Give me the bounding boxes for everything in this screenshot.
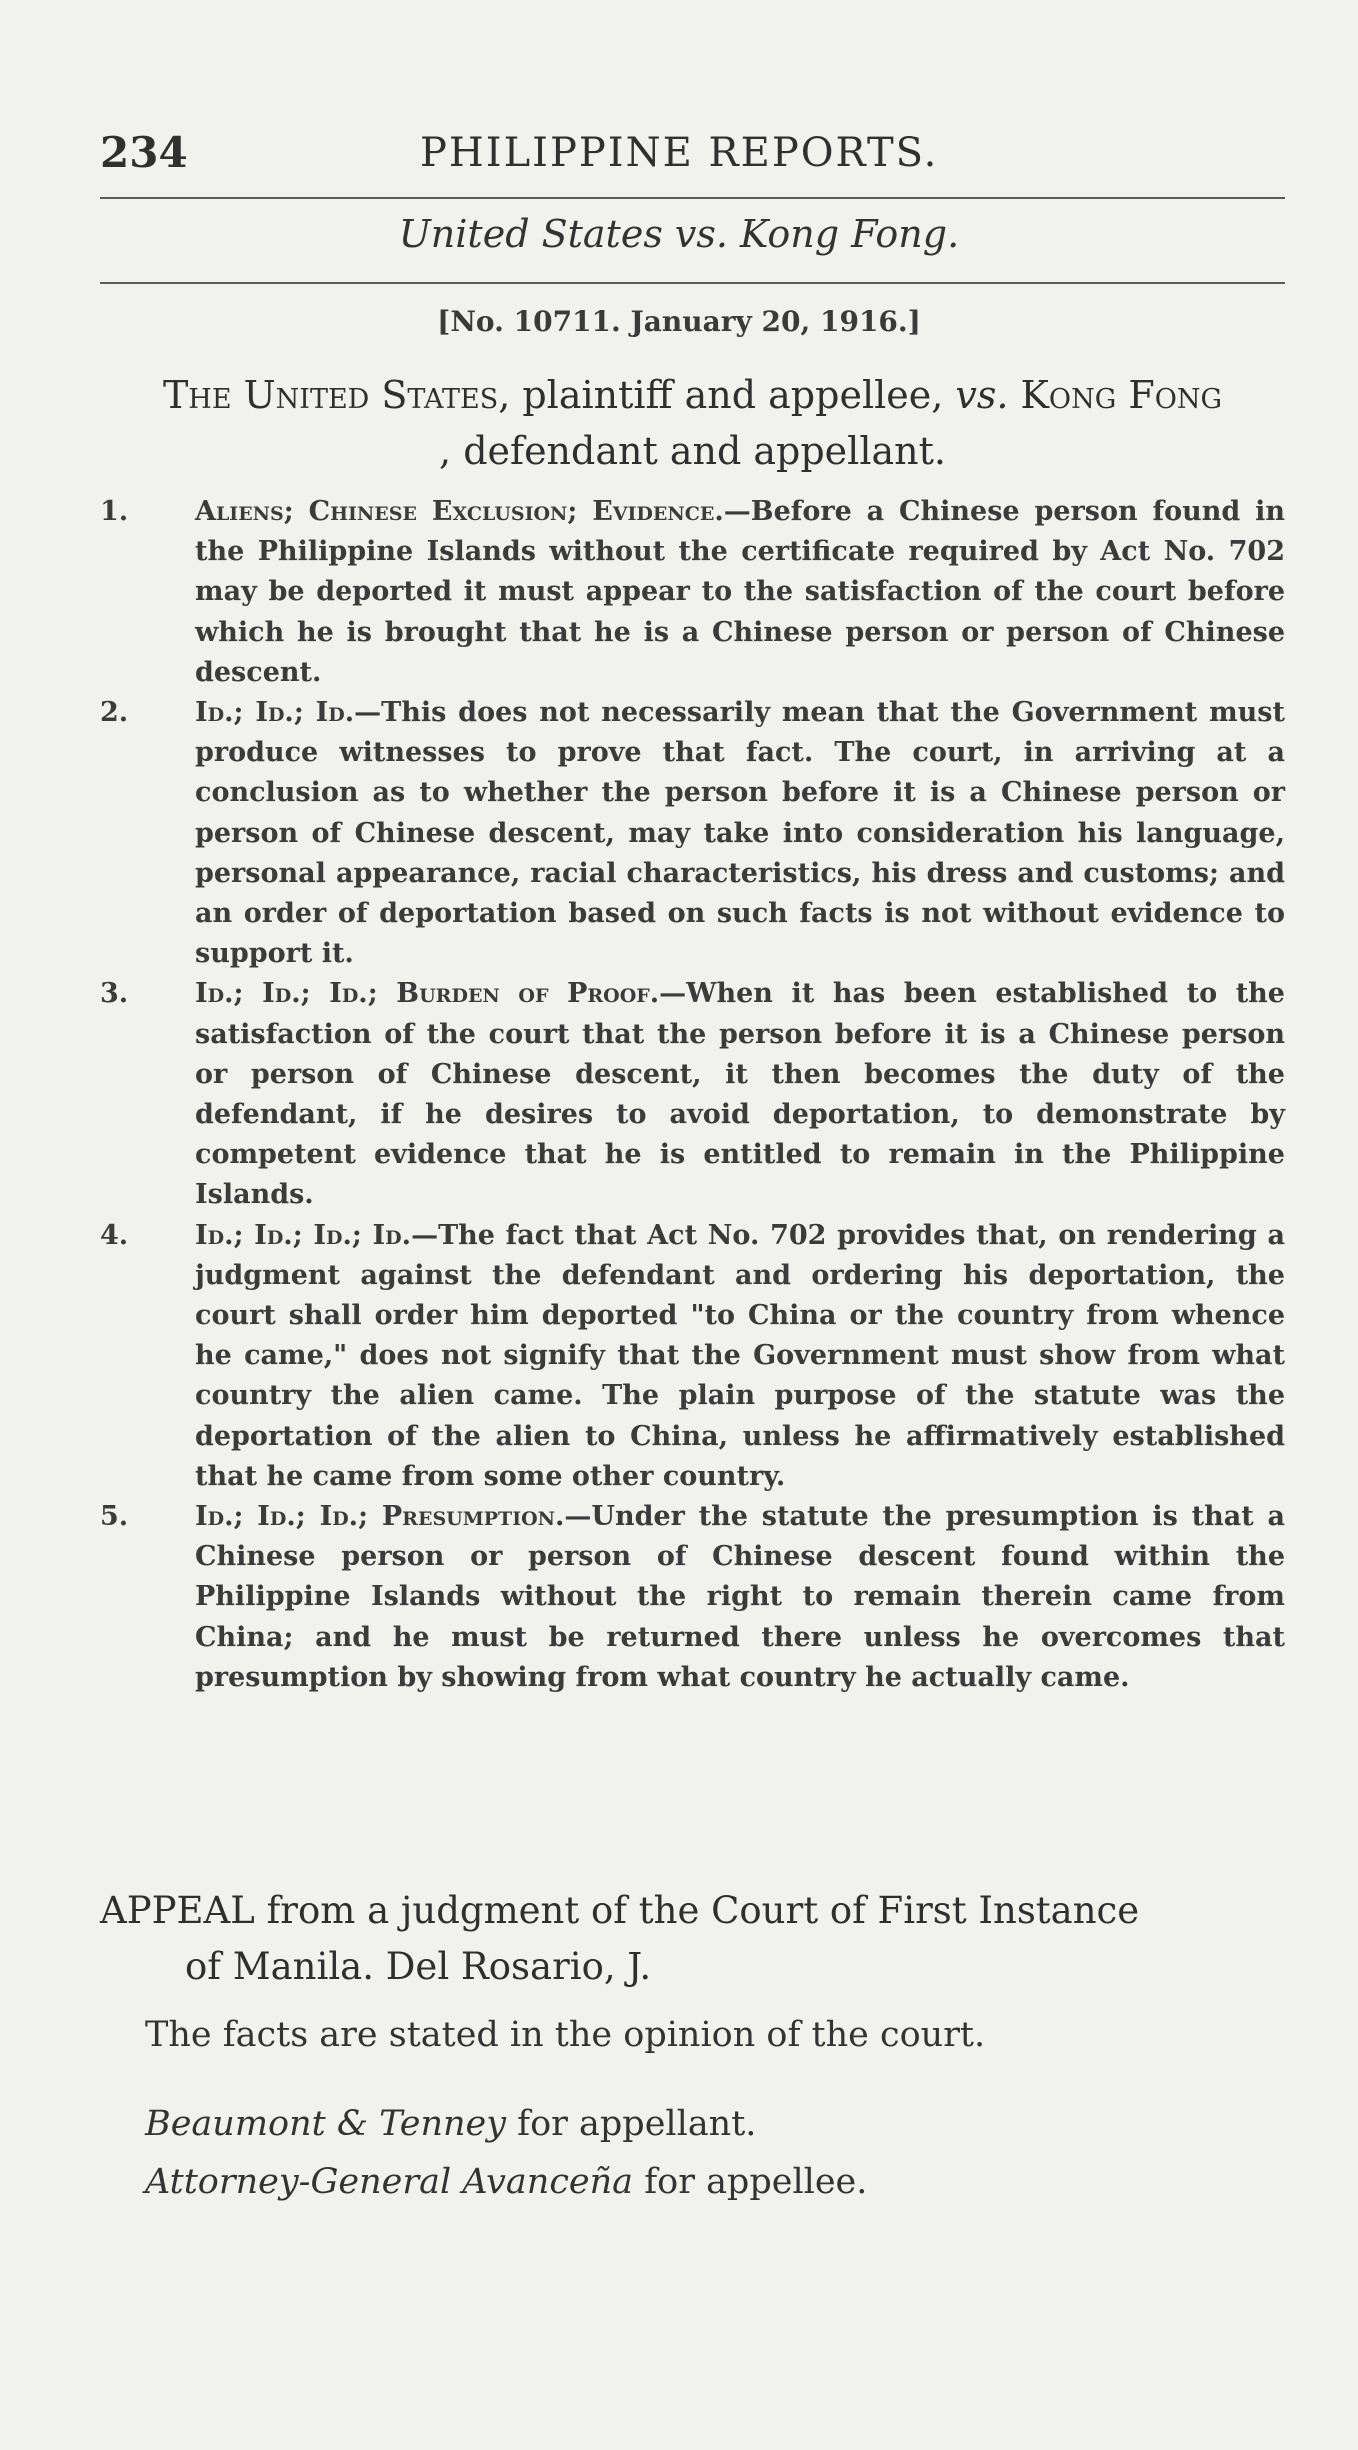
syllabus-number: 3. [100, 978, 129, 1010]
syllabus-item [100, 693, 1285, 974]
syllabus-item [100, 1497, 1285, 1698]
header-rule-top [100, 197, 1285, 199]
syllabus-heading: Id.; Id.; Id.; Id. [195, 1219, 412, 1251]
syllabus-item [100, 1216, 1285, 1497]
header-rule-bottom [100, 282, 1285, 284]
syllabus-item [100, 974, 1285, 1215]
facts-statement: The facts are stated in the opinion of the court. [145, 2015, 986, 2055]
parties-block [100, 367, 1285, 479]
counsel-name: Beaumont & Tenney [145, 2104, 507, 2144]
syllabus-text: —The fact that Act No. 702 provides that, on rendering a judgment against the defendant and ordering his deportation, the court shall order him deported "to China or the country from whence he came," does not signify that the Government must show from what country the alien came. The plain purpose of the statute was the deportation of the alien to China, unless he affirmatively established that he came from some other country. [195, 1219, 1285, 1492]
running-head: PHILIPPINE REPORTS. [420, 130, 939, 176]
syllabus-heading: Aliens; Chinese Exclusion; Evidence. [195, 496, 724, 527]
syllabus-list [100, 492, 1285, 1698]
versus: vs. [955, 373, 1009, 417]
counsel-line [145, 2153, 867, 2211]
syllabus-text: —When it has been established to the satisfaction of the court that the person before it is a Chinese person or person of Chinese descent, it then becomes the duty of the defendant, if he desires to avoid deportation, to demonstrate by competent evidence that he is entitled to remain in the Philippine Islands. [195, 978, 1285, 1211]
appeal-statement [100, 1883, 1285, 1995]
syllabus-text: —Before a Chinese person found in the Philippine Islands without the certificate required by Act No. 702 may be deported it must appear to the satisfaction of the court before which he is brought that he is a Chinese person or person of Chinese descent. [195, 496, 1285, 688]
counsel-role: for appellee. [633, 2162, 868, 2202]
syllabus-heading: Id.; Id.; Id.; Burden of Proof. [195, 978, 660, 1010]
counsel-line [145, 2095, 867, 2153]
syllabus-text: —This does not necessarily mean that the Government must produce witnesses to prove that fact. The court, in arriving at a conclusion as to whether the person before it is a Chinese person or person of Chinese descent, may take into consideration his language, personal appearance, racial characteristics, his dress and customs; and an order of deportation based on such facts is not without evidence to support it. [195, 697, 1285, 970]
syllabus-heading: Id.; Id.; Id. [195, 697, 355, 729]
page-number: 234 [100, 128, 188, 177]
syllabus-number: 5. [100, 1501, 129, 1533]
case-caption: United States vs. Kong Fong. [398, 212, 960, 256]
plaintiff-name: The United States [162, 373, 499, 417]
defendant-name: Kong Fong [1020, 373, 1223, 417]
syllabus-number: 4. [100, 1219, 129, 1251]
syllabus-heading: Id.; Id.; Id.; Presumption. [195, 1501, 565, 1533]
counsel-name: Attorney-General Avanceña [145, 2162, 634, 2202]
plaintiff-role: , plaintiff and appellee, [498, 373, 956, 417]
counsel-block [145, 2095, 867, 2211]
syllabus-number: 1. [100, 496, 129, 527]
docket-line: [No. 10711. January 20, 1916.] [437, 305, 921, 338]
syllabus-text: —Under the statute the presumption is that a Chinese person or person of Chinese descent found within the Philippine Islands without the right to remain therein came from China; and he must be returned there unless he overcomes that presumption by showing from what country he actually came. [195, 1501, 1286, 1693]
appeal-line-1: APPEAL from a judgment of the Court of First Instance [100, 1889, 1140, 1932]
counsel-role: for appellant. [506, 2104, 757, 2144]
appeal-line-2: of Manila. Del Rosario, J. [185, 1945, 652, 1988]
defendant-role: , defendant and appellant. [439, 429, 946, 473]
syllabus-number: 2. [100, 697, 129, 729]
syllabus-item [100, 492, 1285, 693]
